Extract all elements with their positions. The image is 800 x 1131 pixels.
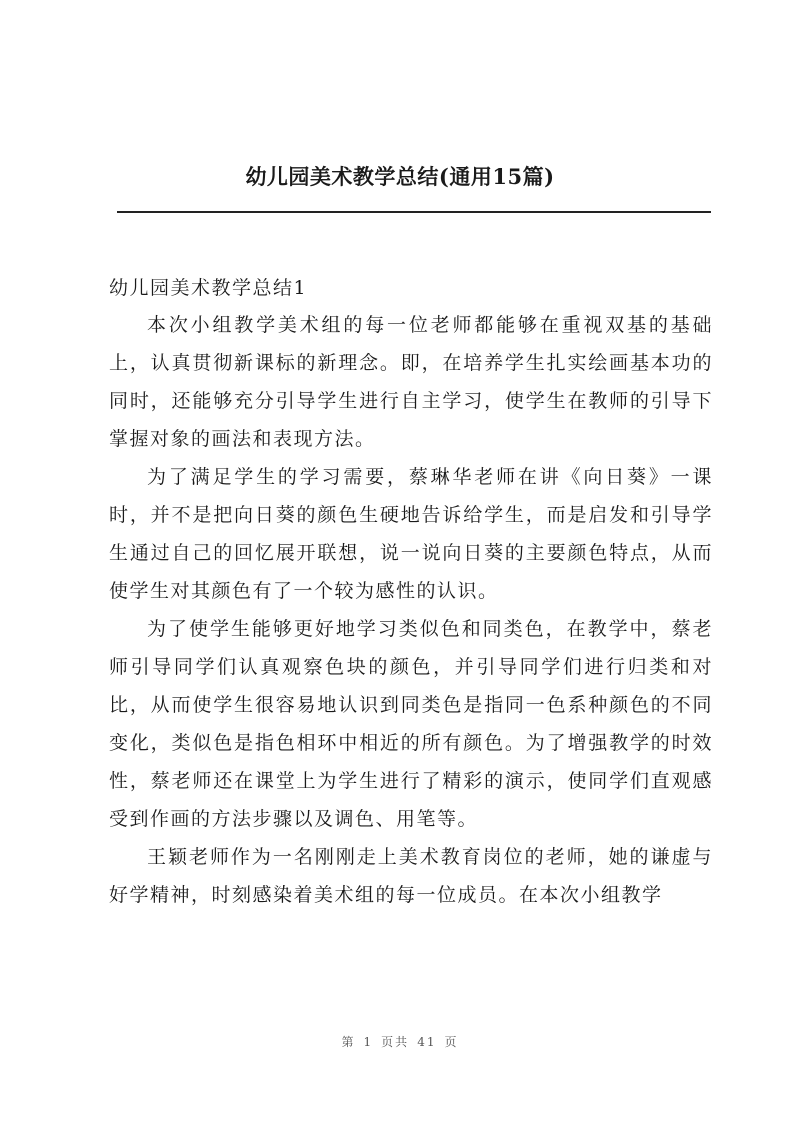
paragraph-2: 为了满足学生的学习需要，蔡琳华老师在讲《向日葵》一课时，并不是把向日葵的颜色生硬地告诉给学生，而是启发和引导学生通过自己的回忆展开联想，说一说向日葵的主要颜色特点，从而使学生对其颜色有了一个较为感性的认识。 — [109, 466, 713, 602]
paragraph-3: 为了使学生能够更好地学习类似色和同类色，在教学中，蔡老师引导同学们认真观察色块的颜色，并引导同学们进行归类和对比，从而使学生很容易地认识到同类色是指同一色系种颜色的不同变化，类似色是指色相环中相近的所有颜色。为了增强教学的时效性，蔡老师还在课堂上为学生进行了精彩的演示，使同学们直观感受到作画的方法步骤以及调色、用笔等。 — [109, 618, 713, 830]
footer-current-page: 1 — [363, 1035, 374, 1049]
paragraph-1: 本次小组教学美术组的每一位老师都能够在重视双基的基础上，认真贯彻新课标的新理念。即，在培养学生扎实绘画基本功的同时，还能够充分引导学生进行自主学习，使学生在教师的引导下掌握对象的画法和表现方法。 — [109, 314, 713, 450]
title-divider — [117, 211, 711, 213]
footer-total-pages: 41 — [417, 1035, 437, 1049]
page-footer — [0, 1033, 800, 1050]
section-heading: 幼儿园美术教学总结1 — [109, 277, 308, 299]
paragraph-4: 王颖老师作为一名刚刚走上美术教育岗位的老师，她的谦虚与好学精神，时刻感染着美术组的每一位成员。在本次小组教学 — [109, 846, 713, 906]
footer-suffix: 页 — [444, 1035, 459, 1049]
footer-prefix: 第 — [341, 1035, 356, 1049]
footer-mid: 页共 — [381, 1035, 410, 1049]
document-body — [109, 270, 713, 914]
document-title: 幼儿园美术教学总结(通用15篇) — [245, 164, 555, 189]
